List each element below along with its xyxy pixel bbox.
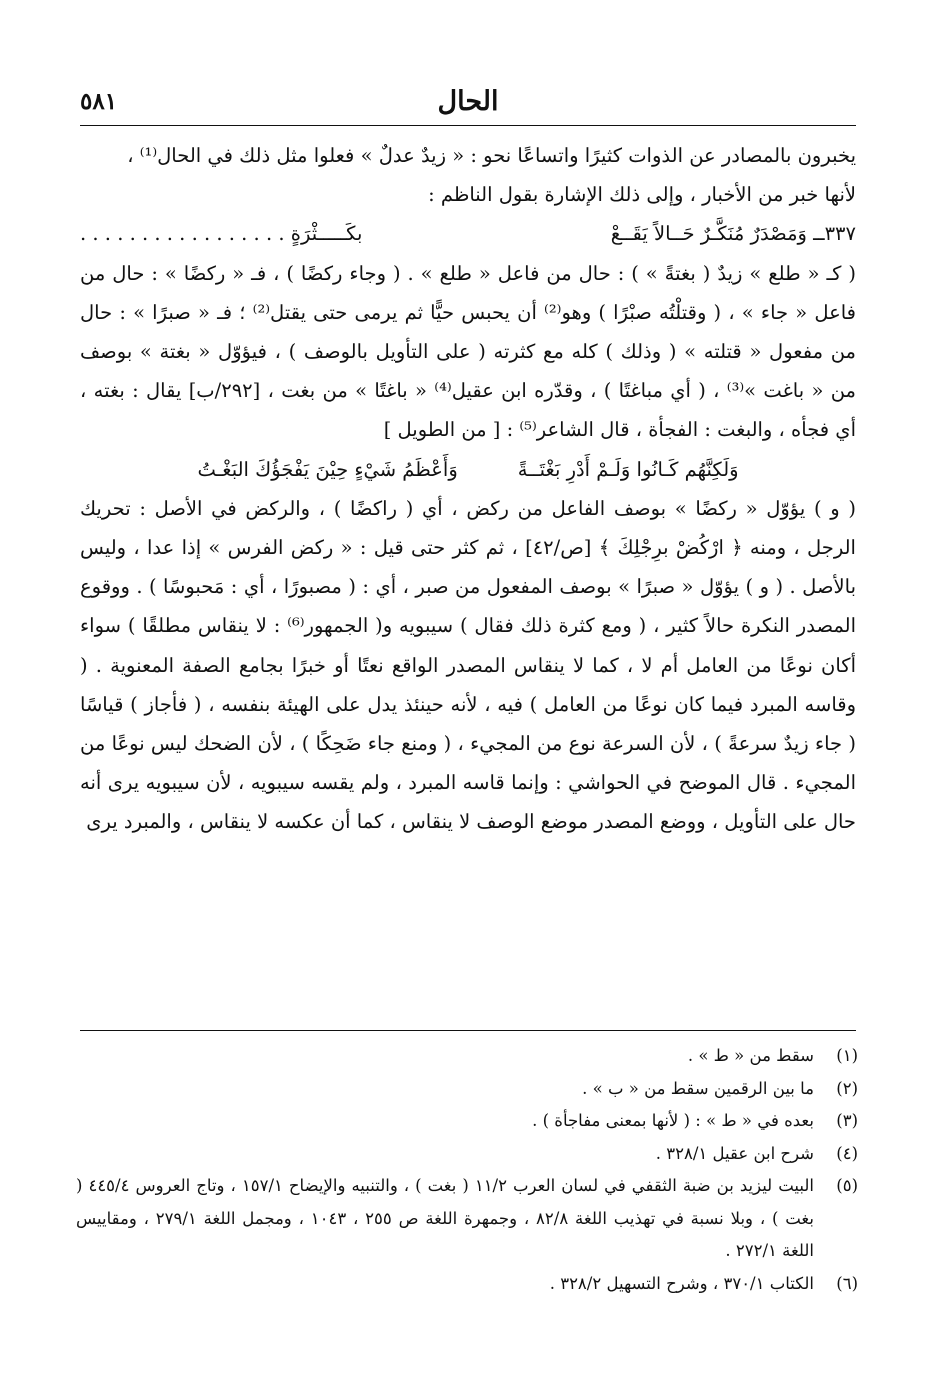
footnote bbox=[76, 1040, 858, 1073]
footnote-text: ما بين الرقمين سقط من « ب » . bbox=[582, 1078, 814, 1098]
verse-hemistich-right: ٣٣٧ــ وَمَصْدَرٌ مُنَكَّـرٌ حَــالاً يَقَــعْ bbox=[610, 222, 856, 246]
header-rule bbox=[80, 125, 856, 126]
verse-hemistich-left: وَأَعْظَمُ شَيْءٍ حِيْنَ يَفْجَؤُكَ البَغْـتُ bbox=[197, 457, 458, 481]
footnote bbox=[76, 1170, 858, 1268]
footnote bbox=[76, 1268, 858, 1301]
footnote-number: (٤) bbox=[836, 1143, 858, 1163]
body-line: لأنها خبر من الأخبار ، وإلى ذلك الإشارة بقول الناظم : bbox=[428, 183, 856, 207]
footnote-text: شرح ابن عقيل ٣٢٨/١ . bbox=[655, 1143, 814, 1163]
footnote bbox=[76, 1138, 858, 1171]
footnote-text: بعده في « ط » : ( لأنها بمعنى مفاجأة ) . bbox=[532, 1111, 814, 1130]
footnotes bbox=[76, 1040, 858, 1300]
footnote-number: (٦) bbox=[836, 1273, 858, 1293]
body-line: يخبرون بالمصادر عن الذوات كثيرًا واتساعًا نحو : « زيدٌ عدلٌ » فعلوا مثل ذلك في الحال⁽¹⁾ ، bbox=[127, 144, 856, 167]
footnote-number: (٣) bbox=[836, 1111, 858, 1130]
footnote-number: (٢) bbox=[836, 1078, 858, 1098]
footnote-text: البيت ليزيد بن ضبة الثقفي في لسان العرب ١١/٢ ( بغت ) ، والتنبيه والإيضاح ١٥٧/١ ، وتاج العروس ٤٤٥/٤ ( بغت ) ، وبلا نسبة في تهذيب اللغة ٨٢/٨ ، وجمهرة اللغة ص ٢٥٥ ، ١٠٤٣ ، ومجمل اللغة ٢٧٩/١ ، ومقاييس اللغة ٢٧٢/١ . bbox=[76, 1176, 814, 1260]
verse-hemistich-right: وَلَكِنَّهُم كَـانُوا وَلَـمْ أَدْرِ بَغْتَــةً bbox=[517, 457, 739, 481]
footnote-rule bbox=[80, 1030, 856, 1031]
page-number: ٥٨١ bbox=[80, 88, 118, 115]
footnote-number: (١) bbox=[836, 1046, 858, 1065]
footnote-number: (٥) bbox=[836, 1176, 858, 1195]
verse-line bbox=[80, 214, 856, 253]
body-paragraph: ( و ) يؤوّل « ركضًا » بوصف الفاعل من ركض ، أي ( راكضًا ) ، والركض في الأصل : تحريك الرجل ، ومنه ﴿ ارْكُضْ برِجْلِكَ ﴾ [ص/٤٢] ، ثم كثر حتى قيل : « ركض الفرس » إذا عدا ، وليس بالأصل . ( و ) يؤوّل « صبرًا » بوصف المفعول من صبر ، أي : ( مصبورًا ، أي : مَحبوسًا ) . ووقوع المصدر النكرة حالاً كثير ، ( ومع كثرة ذلك فقال ) سيبويه و( الجمهور⁽⁶⁾ : لا ينقاس مطلقًا ) سواء أكان نوعًا من العامل أم لا ، كما لا ينقاس المصدر الواقع نعتًا أو خبرًا بجامع الصفة المعنوية . ( وقاسه المبرد فيما كان نوعًا من العامل ) فيه ، لأنه حينئذ يدل على الهيئة بنفسه ، ( فأجاز ) قياسًا ( جاء زيدٌ سرعةً ) ، لأن السرعة نوع من المجيء ، ( ومنع جاء ضَحِكًا ) ، لأن الضحك ليس نوعًا من المجيء . قال الموضح في الحواشي : وإنما قاسه المبرد ، ولم يقسه سيبويه ، لأن سيبويه يرى أنه حال على التأويل ، ووضع المصدر موضع الوصف لا ينقاس ، كما أن عكسه لا ينقاس ، والمبرد يرى bbox=[80, 496, 857, 834]
body-paragraph: ( كـ « طلع » زيدٌ ( بغتةً » ) : حال من فاعل « طلع » . ( وجاء ركضًا ) ، فـ « ركضًا » : حال من فاعل « جاء » ، ( وقتلْتُه صبْرًا ) وهو⁽²⁾ أن يحبس حيًّا ثم يرمى حتى يقتل⁽²⁾ ؛ فـ « صبرًا » : حال من مفعول « قتلته » ( وذلك ) كله مع كثرته ( على التأويل بالوصف ) ، فيؤوّل « بغتة » بوصف من « باغت »⁽³⁾ ، ( أي مباغتًا ) ، وقدّره ابن عقيل⁽⁴⁾ « باغتًا » من بغت ، [٢٩٢/ب] يقال : بغته ، أي فجأه ، والبغت : الفجأة ، قال الشاعر⁽⁵⁾ : [ من الطويل ] bbox=[80, 261, 857, 442]
main-text bbox=[80, 136, 856, 842]
chapter-title: الحال bbox=[437, 86, 499, 117]
footnote bbox=[76, 1105, 858, 1138]
running-header bbox=[80, 82, 856, 126]
footnote-text: سقط من « ط » . bbox=[687, 1046, 814, 1065]
footnote-text: الكتاب ٣٧٠/١ ، وشرح التسهيل ٣٢٨/٢ . bbox=[549, 1273, 814, 1293]
footnote bbox=[76, 1073, 858, 1106]
verse-hemistich-left: بكَـــــثْرَةٍ . . . . . . . . . . . . . . . . . bbox=[80, 222, 363, 246]
verse-line bbox=[80, 450, 856, 489]
